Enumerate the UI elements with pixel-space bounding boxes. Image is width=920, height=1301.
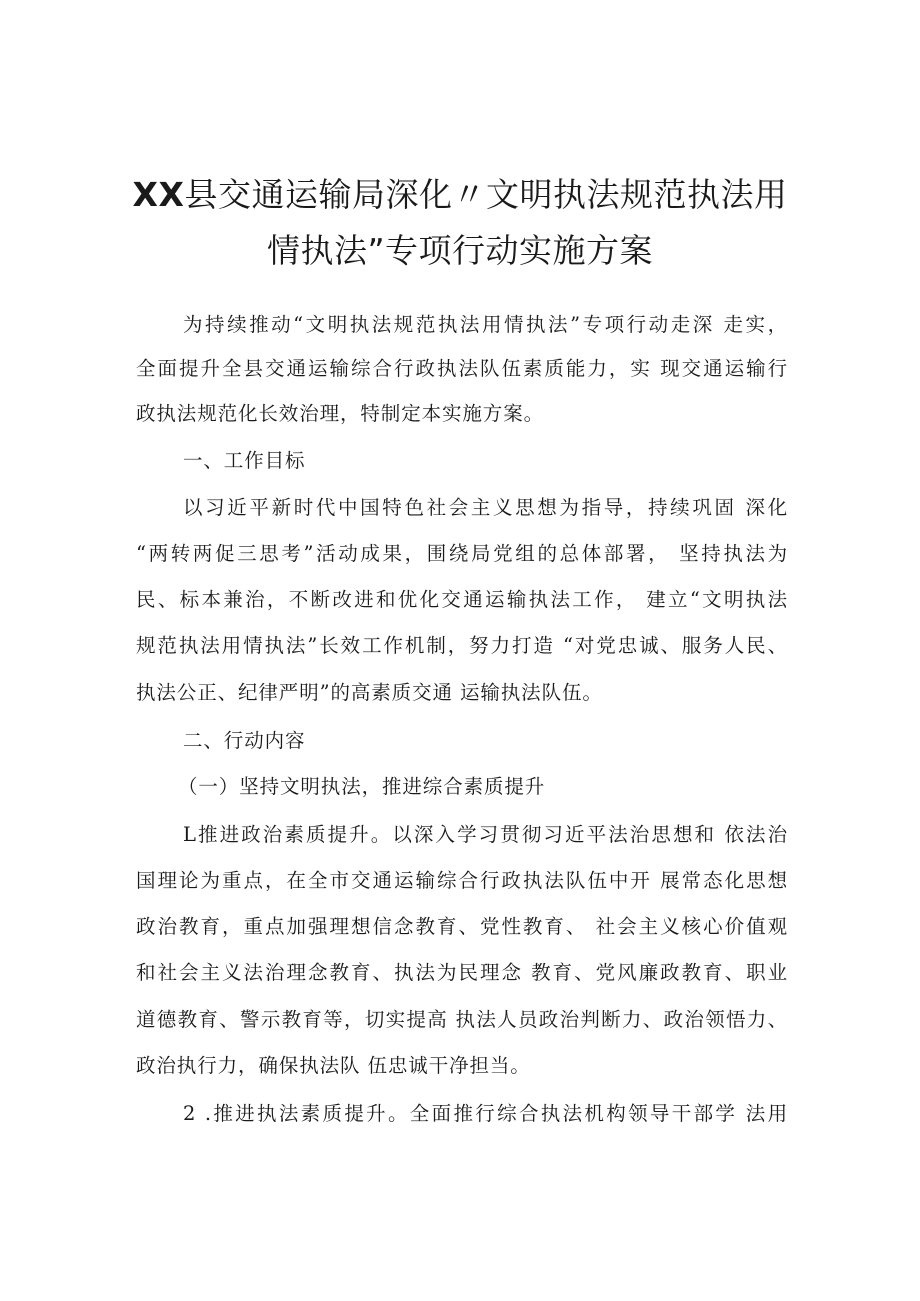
document-title-line-2: 情执法”专项行动实施方案: [266, 231, 654, 270]
item-1-line-1: L推进政治素质提升。以深入学习贯彻习近平法治思想和 依法治: [183, 823, 788, 846]
goal-line-4: 规范执法用情执法”长效工作机制，努力打造 “对党忠诚、服务人民、: [136, 634, 788, 657]
title-line-1-text: 县交通运输局深化〃文明执法规范执法用: [184, 175, 788, 214]
intro-line-2: 全面提升全县交通运输综合行政执法队伍素质能力，实 现交通运输行: [136, 357, 788, 380]
item-1-line-3: 政治教育，重点加强理想信念教育、党性教育、 社会主义核心价值观: [136, 915, 788, 938]
goal-line-2: “两转两促三思考”活动成果，围绕局党组的总体部署， 坚持执法为: [136, 542, 788, 565]
item-1-line-4: 和社会主义法治理念教育、执法为民理念 教育、党风廉政教育、职业: [136, 961, 788, 984]
intro-line-3: 政执法规范化长效治理，特制定本实施方案。: [136, 402, 545, 425]
section-1-heading: 一、工作目标: [183, 449, 306, 472]
item-1-line-6: 政治执行力，确保执法队 伍忠诚干净担当。: [136, 1054, 531, 1077]
subsection-1-heading: （一）坚持文明执法，推进综合素质提升: [178, 775, 546, 798]
goal-line-5: 执法公正、纪律严明”的高素质交通 运输执法队伍。: [136, 681, 603, 704]
document-title-line-1: [130, 175, 790, 215]
section-2-heading: 二、行动内容: [183, 729, 306, 752]
goal-line-3: 民、标本兼治，不断改进和优化交通运输执法工作， 建立“文明执法: [136, 588, 788, 611]
intro-line-1: 为持续推动“文明执法规范执法用情执法”专项行动走深 走实，: [183, 313, 788, 336]
goal-line-1: 以习近平新时代中国特色社会主义思想为指导，持续巩固 深化: [183, 496, 788, 519]
item-2-line-1: 2 .推进执法素质提升。全面推行综合执法机构领导干部学 法用: [183, 1102, 788, 1125]
title-county-placeholder: XX: [132, 175, 185, 214]
item-1-line-2: 国理论为重点，在全市交通运输综合行政执法队伍中开 展常态化思想: [136, 869, 788, 892]
item-1-line-5: 道德教育、警示教育等，切实提高 执法人员政治判断力、政治领悟力、: [136, 1008, 788, 1031]
